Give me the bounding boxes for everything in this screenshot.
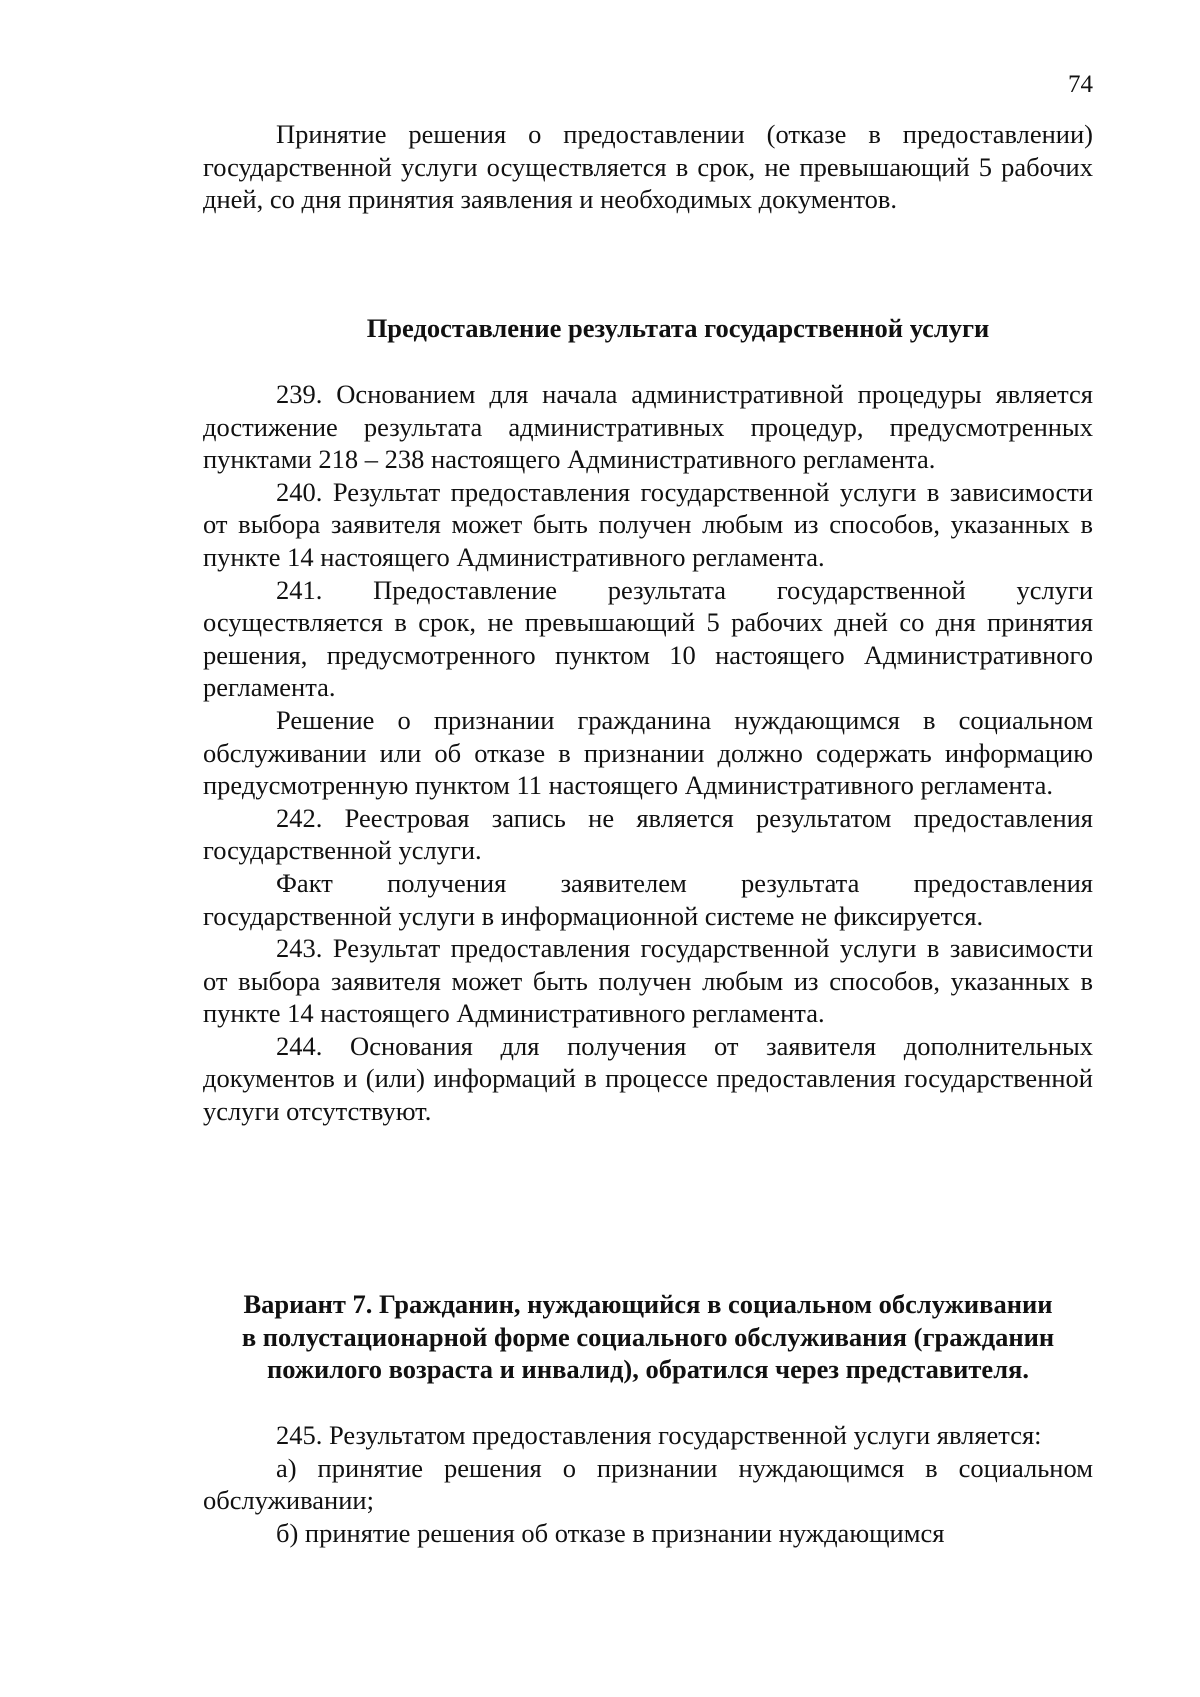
variant-section-body bbox=[203, 1419, 1093, 1549]
intro-block bbox=[203, 118, 1093, 216]
page-number: 74 bbox=[1068, 71, 1093, 98]
section-heading-result: Предоставление результата государственной услуги bbox=[366, 313, 990, 343]
list-item-b: б) принятие решения об отказе в признании нуждающимся bbox=[276, 1517, 945, 1548]
paragraph-243: 243. Результат предоставления государственной услуги в зависимости от выбора заявителя может быть получен любым из способов, указанных в пункте 14 настоящего Административного регламента. bbox=[203, 933, 1093, 1029]
variant-heading-line: в полустационарной форме социального обслуживания (гражданин bbox=[241, 1321, 1055, 1352]
paragraph-fact: Факт получения заявителем результата предоставления государственной услуги в информационной системе не фиксируется. bbox=[203, 867, 1093, 931]
paragraph-240: 240. Результат предоставления государственной услуги в зависимости от выбора заявителя может быть получен любым из способов, указанных в пункте 14 настоящего Административного регламента. bbox=[203, 476, 1093, 572]
paragraph-245: 245. Результатом предоставления государственной услуги является: bbox=[276, 1420, 1042, 1450]
variant-heading-line: пожилого возраста и инвалид), обратился через представителя. bbox=[266, 1354, 1030, 1385]
result-section-body bbox=[203, 378, 1093, 1128]
variant-heading-line: Вариант 7. Гражданин, нуждающийся в социальном обслуживании bbox=[243, 1289, 1053, 1319]
paragraph-decision: Решение о признании гражданина нуждающимся в социальном обслуживании или об отказе в признании должно содержать информацию предусмотренную пунктом 11 настоящего Административного регламента. bbox=[203, 704, 1093, 801]
intro-paragraph: Принятие решения о предоставлении (отказе в предоставлении) государственной услуги осуществляется в срок, не превышающий 5 рабочих дней, со дня принятия заявления и необходимых документов. bbox=[203, 119, 1093, 215]
paragraph-244: 244. Основания для получения от заявителя дополнительных документов и (или) информаций в процессе предоставления государственной услуги отсутствуют. bbox=[203, 1030, 1093, 1127]
section-heading-variant-7 bbox=[203, 1288, 1093, 1386]
paragraph-241: 241. Предоставление результата государственной услуги осуществляется в срок, не превышающий 5 рабочих дней со дня принятия решения, предусмотренного пунктом 10 настоящего Административного регламента. bbox=[203, 574, 1093, 703]
list-item-a: а) принятие решения о признании нуждающимся в социальном обслуживании; bbox=[203, 1452, 1093, 1516]
paragraph-242: 242. Реестровая запись не является результатом предоставления государственной услуги. bbox=[203, 802, 1093, 866]
paragraph-239: 239. Основанием для начала административной процедуры является достижение результата административных процедур, предусмотренных пунктами 218 – 238 настоящего Административного регламента. bbox=[203, 379, 1093, 475]
